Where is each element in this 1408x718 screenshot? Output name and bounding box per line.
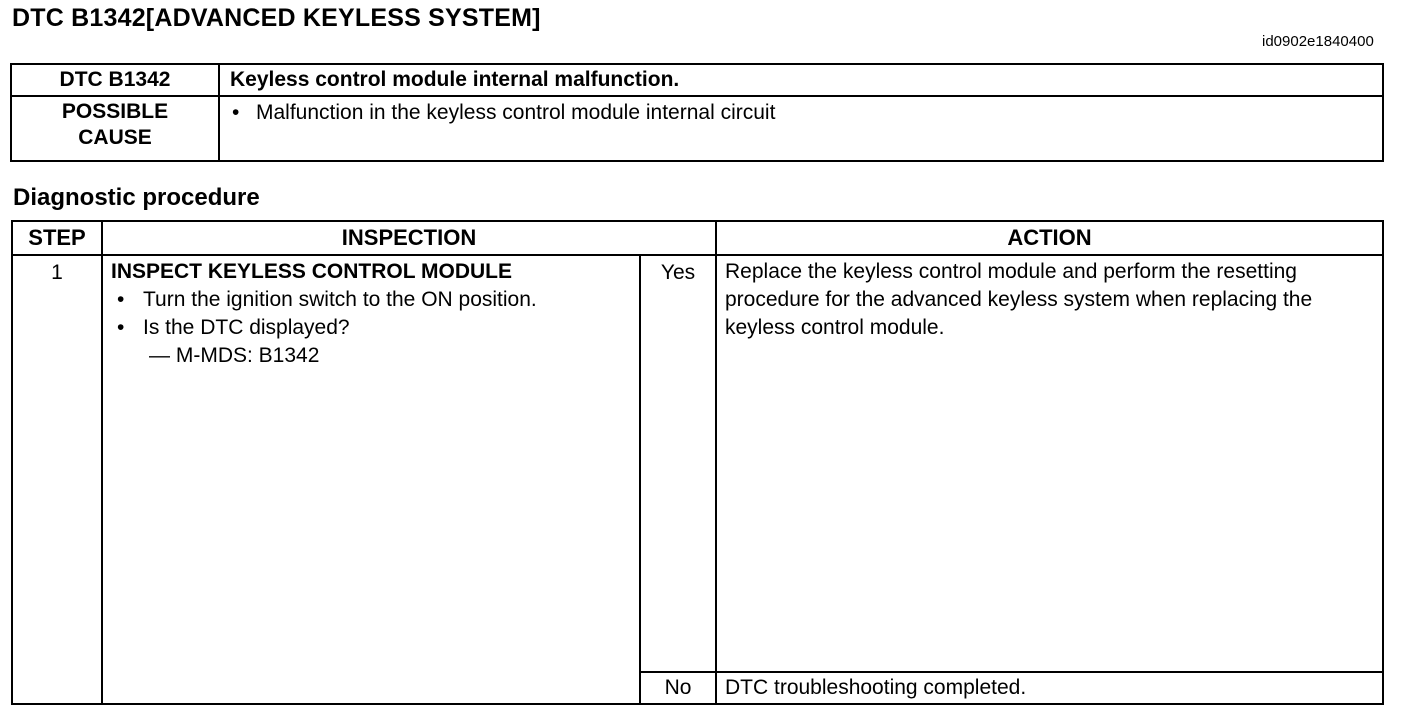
no-label: No xyxy=(640,672,716,704)
inspection-list xyxy=(111,286,633,342)
possible-cause-label-line2: CAUSE xyxy=(78,126,152,149)
step-number: 1 xyxy=(12,255,102,704)
section-title: Diagnostic procedure xyxy=(13,184,260,211)
possible-cause-item: • Malfunction in the keyless control module internal circuit xyxy=(220,100,1382,126)
table-header-row xyxy=(12,221,1383,255)
yes-label: Yes xyxy=(640,255,716,672)
possible-cause-label-line1: POSSIBLE xyxy=(61,100,169,123)
possible-cause-label xyxy=(11,96,219,161)
dtc-description: Keyless control module internal malfunction. xyxy=(219,64,1383,96)
diagnostic-procedure-table xyxy=(11,220,1384,705)
header-step: STEP xyxy=(12,221,102,255)
no-action: DTC troubleshooting completed. xyxy=(716,672,1383,704)
dtc-row xyxy=(11,64,1383,96)
inspection-subitem: — M-MDS: B1342 xyxy=(149,344,320,367)
table-row xyxy=(12,255,1383,672)
inspection-title: INSPECT KEYLESS CONTROL MODULE xyxy=(111,260,512,283)
document-id: id0902e1840400 xyxy=(1262,33,1374,50)
yes-action: Replace the keyless control module and perform the resetting procedure for the advanced keyless system when replacing the keyless control module. xyxy=(716,255,1383,672)
possible-cause-list xyxy=(220,100,1382,126)
possible-cause-row xyxy=(11,96,1383,161)
inspection-item: • Turn the ignition switch to the ON position. xyxy=(111,286,633,314)
inspection-item: • Is the DTC displayed? xyxy=(111,314,633,342)
dtc-code-label: DTC B1342 xyxy=(11,64,219,96)
header-action: ACTION xyxy=(716,221,1383,255)
possible-cause-list-cell xyxy=(219,96,1383,161)
inspection-cell xyxy=(102,255,640,704)
dtc-info-table xyxy=(10,63,1384,162)
page-title: DTC B1342[ADVANCED KEYLESS SYSTEM] xyxy=(12,4,541,32)
header-inspection: INSPECTION xyxy=(102,221,716,255)
